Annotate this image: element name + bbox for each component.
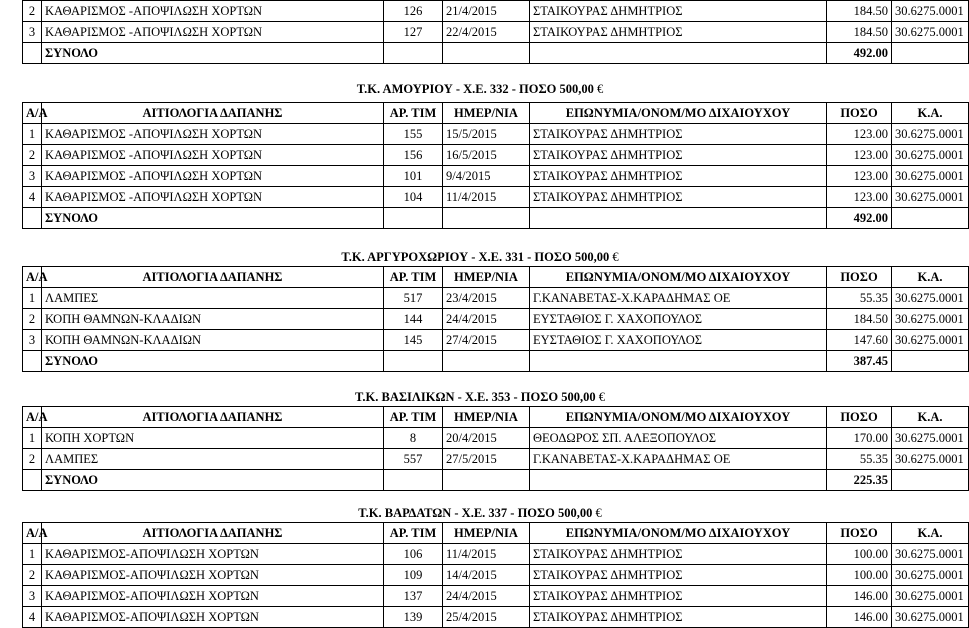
table-header-row [23, 407, 969, 428]
section-1-header [23, 103, 969, 124]
header-ar: ΑΡ. ΤΙΜ [384, 103, 443, 124]
table-row [23, 565, 969, 586]
cell-aa: 1 [23, 544, 42, 565]
cell-amt: 100.00 [827, 544, 892, 565]
cell-date: 14/4/2015 [443, 565, 530, 586]
header-ar: ΑΡ. ΤΙΜ [384, 407, 443, 428]
cell-name: ΣΤΑΙΚΟΥΡΑΣ ΔΗΜΗΤΡΙΟΣ [530, 565, 827, 586]
cell-name: ΘΕΟΔΩΡΟΣ ΣΠ. ΑΛΕΞΟΠΟΥΛΟΣ [530, 428, 827, 449]
cell-ka: 30.6275.0001 [892, 145, 969, 166]
cell-aa: 3 [23, 22, 42, 43]
section-2-title: Τ.Κ. ΑΡΓΥΡΟΧΩΡΙΟΥ - Χ.Ε. 331 - ΠΟΣΟ 500,00 € [341, 250, 619, 264]
cell-ar: 109 [384, 565, 443, 586]
cell-ka: 30.6275.0001 [892, 544, 969, 565]
cell-desc: ΚΟΠΗ ΘΑΜΝΩΝ-ΚΛΑΔΙΩΝ [42, 309, 384, 330]
header-amt: ΠΟΣΟ [827, 407, 892, 428]
table-row [23, 124, 969, 145]
cell-ka: 30.6275.0001 [892, 607, 969, 628]
cell-date: 11/4/2015 [443, 544, 530, 565]
cell-amt: 146.00 [827, 607, 892, 628]
table-header-row [23, 103, 969, 124]
cell-amt: 184.50 [827, 22, 892, 43]
cell-aa: 4 [23, 187, 42, 208]
cell-amt: 123.00 [827, 124, 892, 145]
cell-desc: ΚΑΘΑΡΙΣΜΟΣ -ΑΠΟΨΙΛΩΣΗ ΧΟΡΤΩΝ [42, 187, 384, 208]
cell-desc: ΚΑΘΑΡΙΣΜΟΣ -ΑΠΟΨΙΛΩΣΗ ΧΟΡΤΩΝ [42, 124, 384, 145]
header-aa: Α/Α [23, 267, 42, 288]
cell-aa: 1 [23, 288, 42, 309]
table-header-row [23, 523, 969, 544]
total-label: ΣΥΝΟΛΟ [42, 470, 384, 491]
cell-ka: 30.6275.0001 [892, 22, 969, 43]
header-ka: Κ.Α. [892, 523, 969, 544]
section-0-total-row [23, 43, 969, 64]
cell-date: 22/4/2015 [443, 22, 530, 43]
table-row [23, 330, 969, 351]
cell-ka: 30.6275.0001 [892, 166, 969, 187]
header-aa: Α/Α [23, 407, 42, 428]
cell-desc: ΚΑΘΑΡΙΣΜΟΣ -ΑΠΟΨΙΛΩΣΗ ΧΟΡΤΩΝ [42, 22, 384, 43]
cell-name: ΕΥΣΤΑΘΙΟΣ Γ. ΧΑΧΟΠΟΥΛΟΣ [530, 330, 827, 351]
table-row [23, 187, 969, 208]
cell-ka: 30.6275.0001 [892, 330, 969, 351]
cell-name: ΣΤΑΙΚΟΥΡΑΣ ΔΗΜΗΤΡΙΟΣ [530, 187, 827, 208]
header-aa: Α/Α [23, 103, 42, 124]
cell-ar: 137 [384, 586, 443, 607]
header-name: ΕΠΩΝΥΜΙΑ/ΟΝΟΜ/ΜΟ ΔΙΧΑΙΟΥΧΟΥ [530, 267, 827, 288]
section-1-total-row [23, 208, 969, 229]
cell-ka: 30.6275.0001 [892, 124, 969, 145]
cell-amt: 123.00 [827, 145, 892, 166]
header-ka: Κ.Α. [892, 267, 969, 288]
header-ka: Κ.Α. [892, 407, 969, 428]
table-row [23, 428, 969, 449]
euro-symbol: € [598, 390, 606, 404]
cell-desc: ΚΑΘΑΡΙΣΜΟΣ-ΑΠΟΨΙΛΩΣΗ ΧΟΡΤΩΝ [42, 544, 384, 565]
total-label: ΣΥΝΟΛΟ [42, 43, 384, 64]
cell-ka: 30.6275.0001 [892, 586, 969, 607]
header-name: ΕΠΩΝΥΜΙΑ/ΟΝΟΜ/ΜΟ ΔΙΧΑΙΟΥΧΟΥ [530, 407, 827, 428]
cell-name: ΣΤΑΙΚΟΥΡΑΣ ΔΗΜΗΤΡΙΟΣ [530, 22, 827, 43]
cell-ar: 127 [384, 22, 443, 43]
cell-date: 27/4/2015 [443, 330, 530, 351]
section-4-header [23, 523, 969, 544]
header-desc: ΑΙΤΙΟΛΟΓΙΑ ΔΑΠΑΝΗΣ [42, 407, 384, 428]
total-amount: 387.45 [827, 351, 892, 372]
section-2-table [22, 266, 969, 372]
cell-ar: 517 [384, 288, 443, 309]
cell-name: ΣΤΑΙΚΟΥΡΑΣ ΔΗΜΗΤΡΙΟΣ [530, 1, 827, 22]
cell-name: ΣΤΑΙΚΟΥΡΑΣ ΔΗΜΗΤΡΙΟΣ [530, 145, 827, 166]
cell-name: ΣΤΑΙΚΟΥΡΑΣ ΔΗΜΗΤΡΙΟΣ [530, 544, 827, 565]
cell-desc: ΚΑΘΑΡΙΣΜΟΣ-ΑΠΟΨΙΛΩΣΗ ΧΟΡΤΩΝ [42, 565, 384, 586]
cell-aa: 2 [23, 1, 42, 22]
cell-amt: 123.00 [827, 166, 892, 187]
section-4-title: Τ.Κ. ΒΑΡΔΑΤΩΝ - Χ.Ε. 337 - ΠΟΣΟ 500,00 € [358, 506, 602, 520]
header-desc: ΑΙΤΙΟΛΟΓΙΑ ΔΑΠΑΝΗΣ [42, 267, 384, 288]
cell-ar: 8 [384, 428, 443, 449]
header-desc: ΑΙΤΙΟΛΟΓΙΑ ΔΑΠΑΝΗΣ [42, 103, 384, 124]
cell-ka: 30.6275.0001 [892, 565, 969, 586]
total-label: ΣΥΝΟΛΟ [42, 208, 384, 229]
cell-date: 15/5/2015 [443, 124, 530, 145]
cell-ar: 156 [384, 145, 443, 166]
cell-amt: 147.60 [827, 330, 892, 351]
cell-amt: 170.00 [827, 428, 892, 449]
cell-date: 25/4/2015 [443, 607, 530, 628]
cell-desc: ΚΟΠΗ ΘΑΜΝΩΝ-ΚΛΑΔΙΩΝ [42, 330, 384, 351]
cell-ar: 101 [384, 166, 443, 187]
cell-date: 21/4/2015 [443, 1, 530, 22]
table-row [23, 544, 969, 565]
cell-aa: 1 [23, 428, 42, 449]
cell-amt: 100.00 [827, 565, 892, 586]
cell-name: Γ.ΚΑΝΑΒΕΤΑΣ-Χ.ΚΑΡΑΔΗΜΑΣ ΟΕ [530, 449, 827, 470]
section-3-title: Τ.Κ. ΒΑΣΙΛΙΚΩΝ - Χ.Ε. 353 - ΠΟΣΟ 500,00 € [354, 390, 606, 404]
cell-ar: 104 [384, 187, 443, 208]
header-desc: ΑΙΤΙΟΛΟΓΙΑ ΔΑΠΑΝΗΣ [42, 523, 384, 544]
cell-date: 24/4/2015 [443, 309, 530, 330]
cell-amt: 184.50 [827, 309, 892, 330]
table-header-row [23, 267, 969, 288]
cell-date: 9/4/2015 [443, 166, 530, 187]
total-amount: 225.35 [827, 470, 892, 491]
cell-aa: 3 [23, 330, 42, 351]
total-amount: 492.00 [827, 208, 892, 229]
cell-amt: 123.00 [827, 187, 892, 208]
section-0-rows [23, 1, 969, 43]
header-date: ΗΜΕΡ/ΝΙΑ [443, 103, 530, 124]
cell-name: ΕΥΣΤΑΘΙΟΣ Γ. ΧΑΧΟΠΟΥΛΟΣ [530, 309, 827, 330]
header-amt: ΠΟΣΟ [827, 103, 892, 124]
header-amt: ΠΟΣΟ [827, 267, 892, 288]
euro-symbol: € [597, 82, 604, 96]
cell-desc: ΚΑΘΑΡΙΣΜΟΣ -ΑΠΟΨΙΛΩΣΗ ΧΟΡΤΩΝ [42, 145, 384, 166]
cell-ar: 145 [384, 330, 443, 351]
header-date: ΗΜΕΡ/ΝΙΑ [443, 407, 530, 428]
cell-name: ΣΤΑΙΚΟΥΡΑΣ ΔΗΜΗΤΡΙΟΣ [530, 607, 827, 628]
cell-aa: 4 [23, 607, 42, 628]
cell-aa: 2 [23, 309, 42, 330]
cell-date: 23/4/2015 [443, 288, 530, 309]
header-date: ΗΜΕΡ/ΝΙΑ [443, 523, 530, 544]
section-1-rows [23, 124, 969, 208]
euro-symbol: € [612, 250, 619, 264]
cell-desc: ΚΑΘΑΡΙΣΜΟΣ -ΑΠΟΨΙΛΩΣΗ ΧΟΡΤΩΝ [42, 166, 384, 187]
cell-ka: 30.6275.0001 [892, 428, 969, 449]
cell-aa: 1 [23, 124, 42, 145]
cell-date: 20/4/2015 [443, 428, 530, 449]
cell-ar: 126 [384, 1, 443, 22]
cell-aa: 3 [23, 166, 42, 187]
cell-date: 11/4/2015 [443, 187, 530, 208]
header-date: ΗΜΕΡ/ΝΙΑ [443, 267, 530, 288]
section-2-rows [23, 288, 969, 351]
cell-ar: 139 [384, 607, 443, 628]
cell-aa: 2 [23, 145, 42, 166]
table-row [23, 288, 969, 309]
section-4-table [22, 522, 969, 628]
section-3-header [23, 407, 969, 428]
section-2-total-row [23, 351, 969, 372]
cell-date: 24/4/2015 [443, 586, 530, 607]
cell-amt: 184.50 [827, 1, 892, 22]
total-label: ΣΥΝΟΛΟ [42, 351, 384, 372]
cell-aa: 2 [23, 449, 42, 470]
section-3-total-row [23, 470, 969, 491]
header-ar: ΑΡ. ΤΙΜ [384, 267, 443, 288]
cell-ka: 30.6275.0001 [892, 288, 969, 309]
cell-ka: 30.6275.0001 [892, 187, 969, 208]
cell-date: 16/5/2015 [443, 145, 530, 166]
table-row [23, 22, 969, 43]
section-3-table [22, 406, 969, 491]
header-amt: ΠΟΣΟ [827, 523, 892, 544]
cell-amt: 146.00 [827, 586, 892, 607]
section-3-rows [23, 428, 969, 470]
cell-name: ΣΤΑΙΚΟΥΡΑΣ ΔΗΜΗΤΡΙΟΣ [530, 166, 827, 187]
table-row [23, 449, 969, 470]
table-row [23, 145, 969, 166]
section-4-rows [23, 544, 969, 628]
table-row [23, 1, 969, 22]
cell-name: ΣΤΑΙΚΟΥΡΑΣ ΔΗΜΗΤΡΙΟΣ [530, 124, 827, 145]
cell-amt: 55.35 [827, 288, 892, 309]
section-0-table [22, 0, 969, 64]
cell-name: ΣΤΑΙΚΟΥΡΑΣ ΔΗΜΗΤΡΙΟΣ [530, 586, 827, 607]
cell-ka: 30.6275.0001 [892, 449, 969, 470]
section-1-table [22, 102, 969, 229]
cell-desc: ΚΑΘΑΡΙΣΜΟΣ-ΑΠΟΨΙΛΩΣΗ ΧΟΡΤΩΝ [42, 586, 384, 607]
cell-name: Γ.ΚΑΝΑΒΕΤΑΣ-Χ.ΚΑΡΑΔΗΜΑΣ ΟΕ [530, 288, 827, 309]
cell-desc: ΚΑΘΑΡΙΣΜΟΣ-ΑΠΟΨΙΛΩΣΗ ΧΟΡΤΩΝ [42, 607, 384, 628]
cell-ar: 144 [384, 309, 443, 330]
cell-ka: 30.6275.0001 [892, 1, 969, 22]
table-row [23, 309, 969, 330]
cell-desc: ΚΑΘΑΡΙΣΜΟΣ -ΑΠΟΨΙΛΩΣΗ ΧΟΡΤΩΝ [42, 1, 384, 22]
table-row [23, 166, 969, 187]
cell-ar: 106 [384, 544, 443, 565]
section-2-header [23, 267, 969, 288]
table-row [23, 607, 969, 628]
euro-symbol: € [595, 506, 602, 520]
header-name: ΕΠΩΝΥΜΙΑ/ΟΝΟΜ/ΜΟ ΔΙΧΑΙΟΥΧΟΥ [530, 103, 827, 124]
header-name: ΕΠΩΝΥΜΙΑ/ΟΝΟΜ/ΜΟ ΔΙΧΑΙΟΥΧΟΥ [530, 523, 827, 544]
cell-ar: 155 [384, 124, 443, 145]
cell-ar: 557 [384, 449, 443, 470]
section-1-title: Τ.Κ. ΑΜΟΥΡΙΟΥ - Χ.Ε. 332 - ΠΟΣΟ 500,00 € [356, 82, 604, 96]
cell-desc: ΛΑΜΠΕΣ [42, 449, 384, 470]
table-row [23, 586, 969, 607]
header-aa: Α/Α [23, 523, 42, 544]
cell-date: 27/5/2015 [443, 449, 530, 470]
cell-ka: 30.6275.0001 [892, 309, 969, 330]
total-amount: 492.00 [827, 43, 892, 64]
header-ka: Κ.Α. [892, 103, 969, 124]
cell-aa: 3 [23, 586, 42, 607]
cell-desc: ΚΟΠΗ ΧΟΡΤΩΝ [42, 428, 384, 449]
cell-aa: 2 [23, 565, 42, 586]
header-ar: ΑΡ. ΤΙΜ [384, 523, 443, 544]
cell-amt: 55.35 [827, 449, 892, 470]
cell-desc: ΛΑΜΠΕΣ [42, 288, 384, 309]
